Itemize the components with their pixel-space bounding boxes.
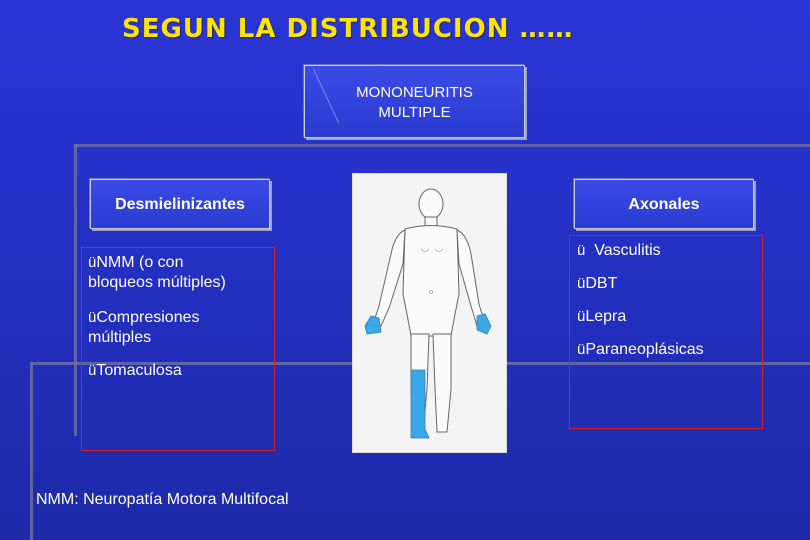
desmielinizantes-header: Desmielinizantes <box>90 179 270 229</box>
decor-lower-left-line <box>30 362 33 540</box>
list-item <box>88 253 273 293</box>
item-text: Lepra <box>585 308 627 325</box>
axonales-list <box>569 235 763 429</box>
item-text-cont: múltiples <box>88 329 152 346</box>
list-item <box>88 361 273 381</box>
axonales-header: Axonales <box>574 179 754 229</box>
mononeuritis-box <box>304 65 525 138</box>
item-text: Paraneoplásicas <box>585 341 704 358</box>
human-body-figure <box>353 174 506 452</box>
check-icon: ü <box>577 308 586 325</box>
slide-title: SEGUN LA DISTRIBUCION …… <box>122 14 574 44</box>
item-text: Vasculitis <box>594 242 661 259</box>
item-text: Compresiones <box>96 309 200 326</box>
body-figure-panel <box>352 173 507 453</box>
list-item <box>88 308 273 348</box>
list-item <box>577 241 661 261</box>
list-item <box>577 340 704 360</box>
mononeuritis-line2: MULTIPLE <box>378 104 451 121</box>
check-icon: ü <box>577 275 586 292</box>
item-text: Tomaculosa <box>96 362 182 379</box>
mononeuritis-line1: MONONEURITIS <box>356 84 473 101</box>
footnote: NMM: Neuropatía Motora Multifocal <box>36 491 289 508</box>
item-text-cont: bloqueos múltiples) <box>88 274 226 291</box>
check-icon: ü <box>88 362 97 379</box>
decor-top-line <box>74 144 810 147</box>
list-item <box>577 307 626 327</box>
item-text: DBT <box>585 275 618 292</box>
check-icon: ü <box>577 341 586 358</box>
list-item <box>577 274 617 294</box>
check-icon: ü <box>88 309 97 326</box>
decor-left-line <box>74 144 77 436</box>
check-icon: ü <box>577 242 586 259</box>
check-icon: ü <box>88 254 97 271</box>
item-text: NMM (o con <box>96 254 184 271</box>
